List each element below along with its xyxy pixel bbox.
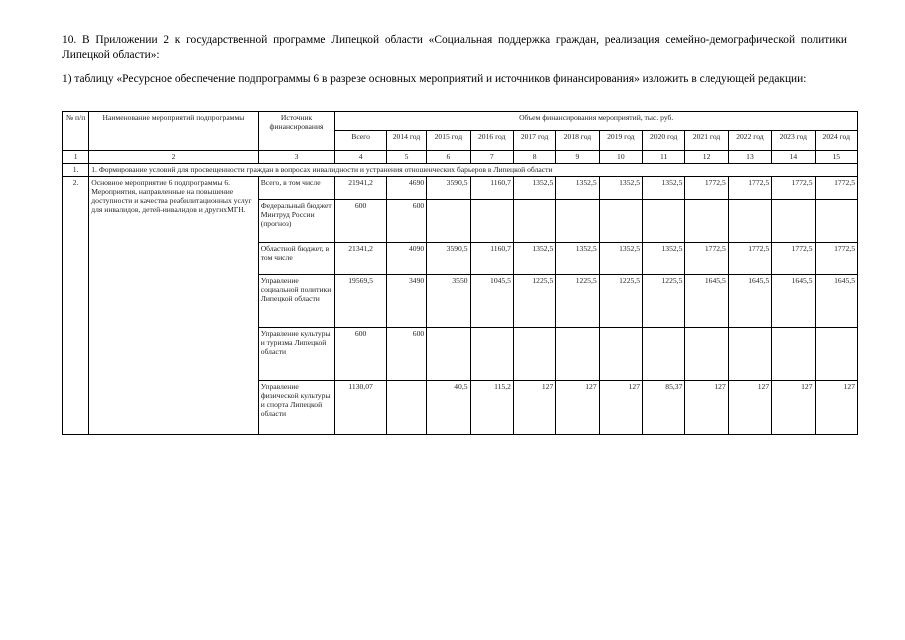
year-value: 1352,5 [513,243,555,275]
year-value: 1352,5 [599,243,642,275]
year-value: 1645,5 [728,275,771,328]
year-value: 1772,5 [772,177,815,200]
year-value: 1772,5 [815,243,858,275]
header-year: 2014 год [386,131,426,151]
header-volume: Объем финансирования мероприятий, тыс. руб. [335,112,858,131]
year-value: 1772,5 [685,177,728,200]
year-value: 127 [772,381,815,435]
year-value: 1225,5 [599,275,642,328]
year-value: 1772,5 [728,177,771,200]
year-value [685,328,728,381]
year-value [513,200,555,243]
funding-source: Областной бюджет, в том числе [258,243,335,275]
funding-source: Управление культуры и туризма Липецкой области [258,328,335,381]
column-numbers-row [63,151,858,164]
year-value: 3550 [427,275,470,328]
header-year: 2022 год [728,131,771,151]
total-value: 21941,2 [335,177,386,200]
year-value: 1045,5 [470,275,513,328]
header-year: 2016 год [470,131,513,151]
year-value: 3490 [386,275,426,328]
year-value: 3590,5 [427,243,470,275]
column-number: 7 [470,151,513,164]
year-value: 127 [685,381,728,435]
header-name: Наименование мероприятий подпрограммы [89,112,258,151]
year-value [815,328,858,381]
year-value [599,328,642,381]
paragraph-item-1: 1) таблицу «Ресурсное обеспечение подпрограммы 6 в разрезе основных мероприятий и источников финансирования» изложить в следующей редакции: [62,73,807,85]
year-value: 115,2 [470,381,513,435]
year-value [643,328,685,381]
year-value [685,200,728,243]
year-value: 1352,5 [643,177,685,200]
year-value: 127 [556,381,599,435]
year-value [513,328,555,381]
column-number: 8 [513,151,555,164]
year-value [427,200,470,243]
total-value: 600 [335,200,386,243]
header-year: 2023 год [772,131,815,151]
header-total: Всего [335,131,386,151]
column-number: 14 [772,151,815,164]
total-value: 19569,5 [335,275,386,328]
column-number: 4 [335,151,386,164]
year-value [815,200,858,243]
year-value: 4090 [386,243,426,275]
year-value: 1772,5 [685,243,728,275]
funding-source: Управление физической культуры и спорта Липецкой области [258,381,335,435]
year-value: 1225,5 [643,275,685,328]
header-row-1 [63,112,858,131]
year-value [643,200,685,243]
resource-table [62,111,858,435]
year-value: 127 [815,381,858,435]
year-value [728,328,771,381]
year-value [470,200,513,243]
year-value: 3590,5 [427,177,470,200]
total-value: 21341,2 [335,243,386,275]
year-value: 1772,5 [728,243,771,275]
column-number: 2 [89,151,258,164]
year-value: 1352,5 [599,177,642,200]
year-value: 85,37 [643,381,685,435]
item-num: 2. [63,177,89,435]
header-year: 2024 год [815,131,858,151]
column-number: 5 [386,151,426,164]
funding-source: Управление социальной политики Липецкой области [258,275,335,328]
year-value: 1772,5 [815,177,858,200]
item-name: Основное мероприятие 6 подпрограммы 6. Мероприятия, направленные на повышение доступности и качества реабилитационных услуг для инвалидов, детей-инвалидов и другихМГН. [89,177,258,435]
year-value [470,328,513,381]
year-value: 127 [513,381,555,435]
paragraph-amendment-10: 10. В Приложении 2 к государственной программе Липецкой области «Социальная поддержка граждан, реализация семейно-демографической политики Липецкой области»: [62,34,847,61]
funding-source: Всего, в том числе [258,177,335,200]
year-value: 1352,5 [556,177,599,200]
year-value [556,328,599,381]
year-value [427,328,470,381]
year-value: 1645,5 [815,275,858,328]
year-value: 600 [386,200,426,243]
year-value: 1352,5 [513,177,555,200]
header-year: 2020 год [643,131,685,151]
table-row [63,177,858,200]
year-value: 1225,5 [513,275,555,328]
total-value: 1130,07 [335,381,386,435]
year-value: 1352,5 [643,243,685,275]
column-number: 10 [599,151,642,164]
column-number: 6 [427,151,470,164]
year-value: 600 [386,328,426,381]
header-year: 2017 год [513,131,555,151]
section-row [63,164,858,177]
header-num: № п/п [63,112,89,151]
header-year: 2019 год [599,131,642,151]
year-value [728,200,771,243]
year-value: 40,5 [427,381,470,435]
section-title: 1. Формирование условий для просвещенности граждан в вопросах инвалидности и устранения отношенческих барьеров в Липецкой области [89,164,858,177]
column-number: 13 [728,151,771,164]
year-value: 1160,7 [470,243,513,275]
total-value: 600 [335,328,386,381]
header-year: 2021 год [685,131,728,151]
header-source: Источник финансирования [258,112,335,151]
year-value: 4690 [386,177,426,200]
column-number: 15 [815,151,858,164]
year-value: 1225,5 [556,275,599,328]
year-value [386,381,426,435]
year-value [772,328,815,381]
column-number: 9 [556,151,599,164]
header-year: 2018 год [556,131,599,151]
column-number: 12 [685,151,728,164]
year-value: 127 [599,381,642,435]
year-value: 1352,5 [556,243,599,275]
funding-source: Федеральный бюджет Минтруд России (прогноз) [258,200,335,243]
column-number: 1 [63,151,89,164]
year-value: 1645,5 [685,275,728,328]
header-year: 2015 год [427,131,470,151]
year-value: 1645,5 [772,275,815,328]
year-value [556,200,599,243]
year-value: 127 [728,381,771,435]
column-number: 3 [258,151,335,164]
section-num: 1. [63,164,89,177]
year-value [599,200,642,243]
year-value: 1160,7 [470,177,513,200]
column-number: 11 [643,151,685,164]
year-value [772,200,815,243]
year-value: 1772,5 [772,243,815,275]
